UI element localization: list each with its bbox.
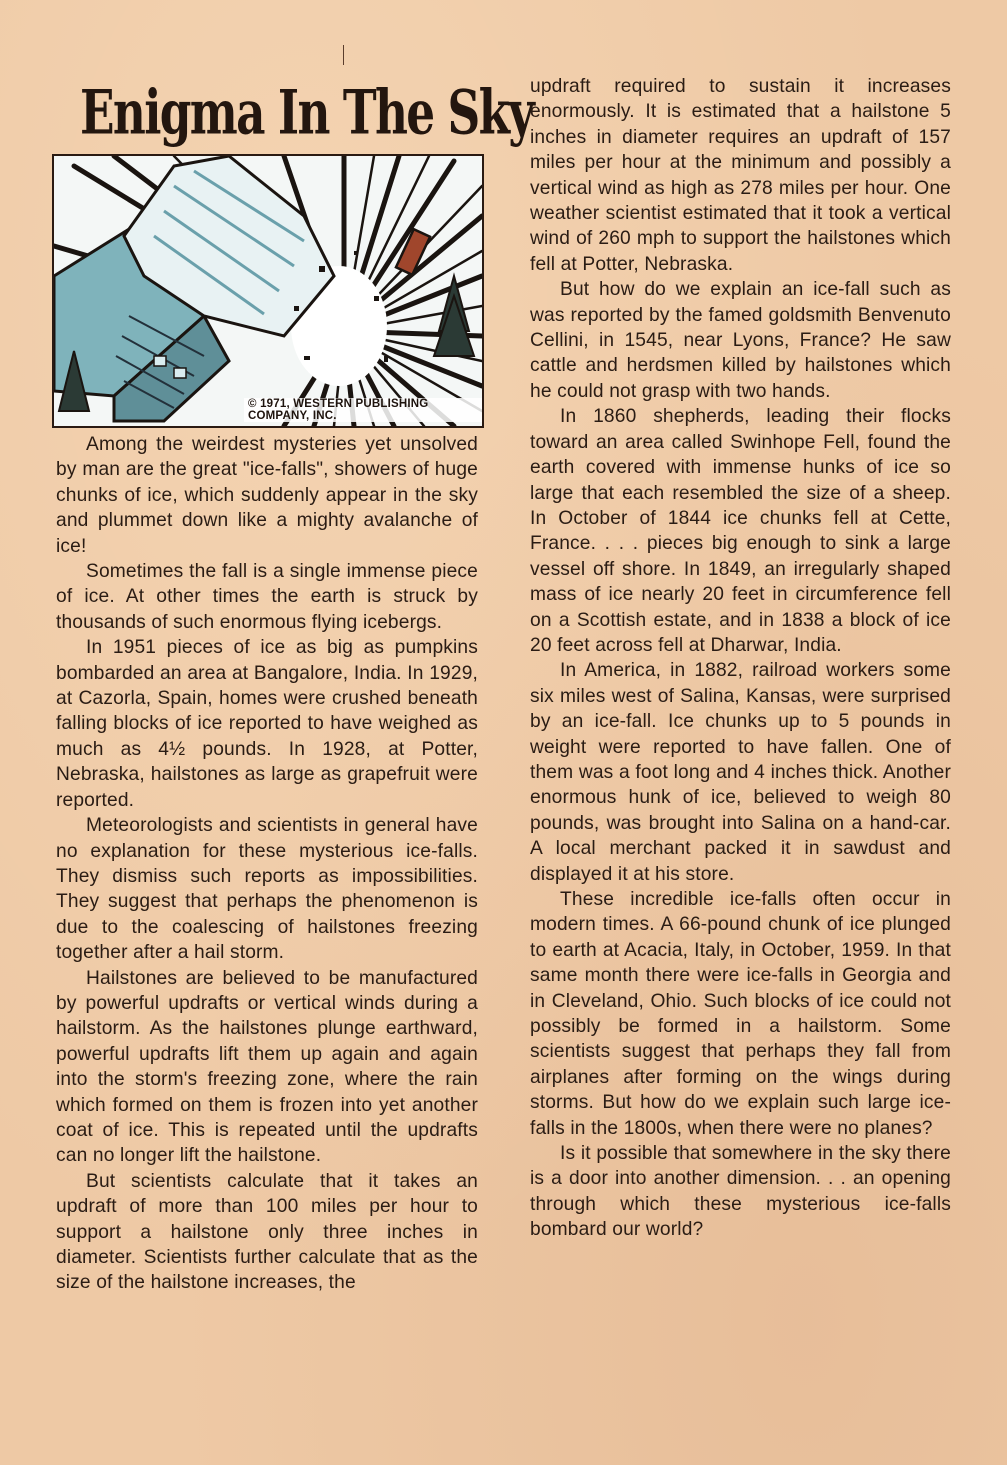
ice-fall-illustration — [54, 156, 482, 426]
right-column — [530, 74, 951, 1243]
paragraph: Meteorologists and scientists in general have no explanation for these mysterious ice-falls. They dismiss such reports as impossibilities. They suggest that perhaps the phenomenon is due to the coalescing of hailstones freezing together after a hail storm. — [56, 815, 478, 964]
paragraph: updraft required to sustain it increases enormously. It is estimated that a hailstone 5 inches in diameter requires an updraft of 157 miles per hour at the minimum and possibly a vertical wind as high as 278 miles per hour. One weather scientist estimated that it took a vertical wind of 260 mph to support the hailstones which fell at Potter, Nebraska. — [530, 76, 951, 275]
paragraph: These incredible ice-falls often occur in modern times. A 66-pound chunk of ice plunged to earth at Acacia, Italy, in October, 1959. In that same month there were ice-falls in Georgia and in Cleveland, Ohio. Such blocks of ice could not possibly be formed in a hailstorm. Some scientists suggest that perhaps they fall from airplanes after forming on the wings during storms. But how do we explain such large ice-falls in the 1800s, when there were no planes? — [530, 889, 951, 1139]
paragraph: Hailstones are believed to be manufactured by powerful updrafts or vertical winds during a hailstorm. As the hailstones plunge earthward, powerful updrafts lift them up again and again into the storm's freezing zone, where the rain which formed on them is frozen into yet another coat of ice. This is repeated until the updrafts can no longer lift the hailstone. — [56, 967, 478, 1167]
left-column — [56, 432, 478, 1296]
illustration-copyright: © 1971, WESTERN PUBLISHING COMPANY, INC. — [244, 398, 482, 422]
paragraph: Among the weirdest mysteries yet unsolved by man are the great "ice-falls", showers of huge chunks of ice, which suddenly appear in the sky and plummet down like a mighty avalanche of ice! — [56, 434, 478, 557]
article-title: Enigma In The Sky — [80, 76, 534, 148]
paragraph: In America, in 1882, railroad workers some six miles west of Salina, Kansas, were surprised by an ice-fall. Ice chunks up to 5 pounds in weight were reported to have fallen. One of them was a foot long and 4 inches thick. Another enormous hunk of ice, believed to weigh 80 pounds, was brought into Salina on a hand-car. A local merchant packed it in sawdust and displayed it at his store. — [530, 660, 951, 885]
paragraph: In 1951 pieces of ice as big as pumpkins bombarded an area at Bangalore, India. In 1929, at Cazorla, Spain, homes were crushed beneath falling blocks of ice reported to have weighed as much as 4½ pounds. In 1928, at Potter, Nebraska, hailstones as large as grapefruit were reported. — [56, 637, 478, 811]
paragraph: Sometimes the fall is a single immense piece of ice. At other times the earth is struck by thousands of such enormous flying icebergs. — [56, 561, 478, 633]
print-mark — [343, 45, 344, 65]
paragraph: But scientists calculate that it takes an updraft of more than 100 miles per hour to support a hailstone only three inches in diameter. Scientists further calculate that as the size of the hailstone increases, the — [56, 1170, 478, 1294]
paragraph: Is it possible that somewhere in the sky there is a door into another dimension. . . an opening through which these mysterious ice-falls bombard our world? — [530, 1143, 951, 1241]
paragraph: In 1860 shepherds, leading their flocks toward an area called Swinhope Fell, found the earth covered with immense hunks of ice so large that each resembled the size of a sheep. In October of 1844 ice chunks fell at Cette, France. . . . pieces big enough to sink a large vessel off shore. In 1849, an irregularly shaped mass of ice nearly 20 feet in circumference fell on a Scottish estate, and in 1838 a block of ice 20 feet across fell at Dharwar, India. — [530, 406, 951, 656]
article-illustration — [52, 154, 484, 428]
paragraph: But how do we explain an ice-fall such as was reported by the famed goldsmith Benvenuto Cellini, in 1545, near Lyons, France? He saw cattle and herdsmen killed by hailstones which he could not grasp with two hands. — [530, 279, 951, 402]
